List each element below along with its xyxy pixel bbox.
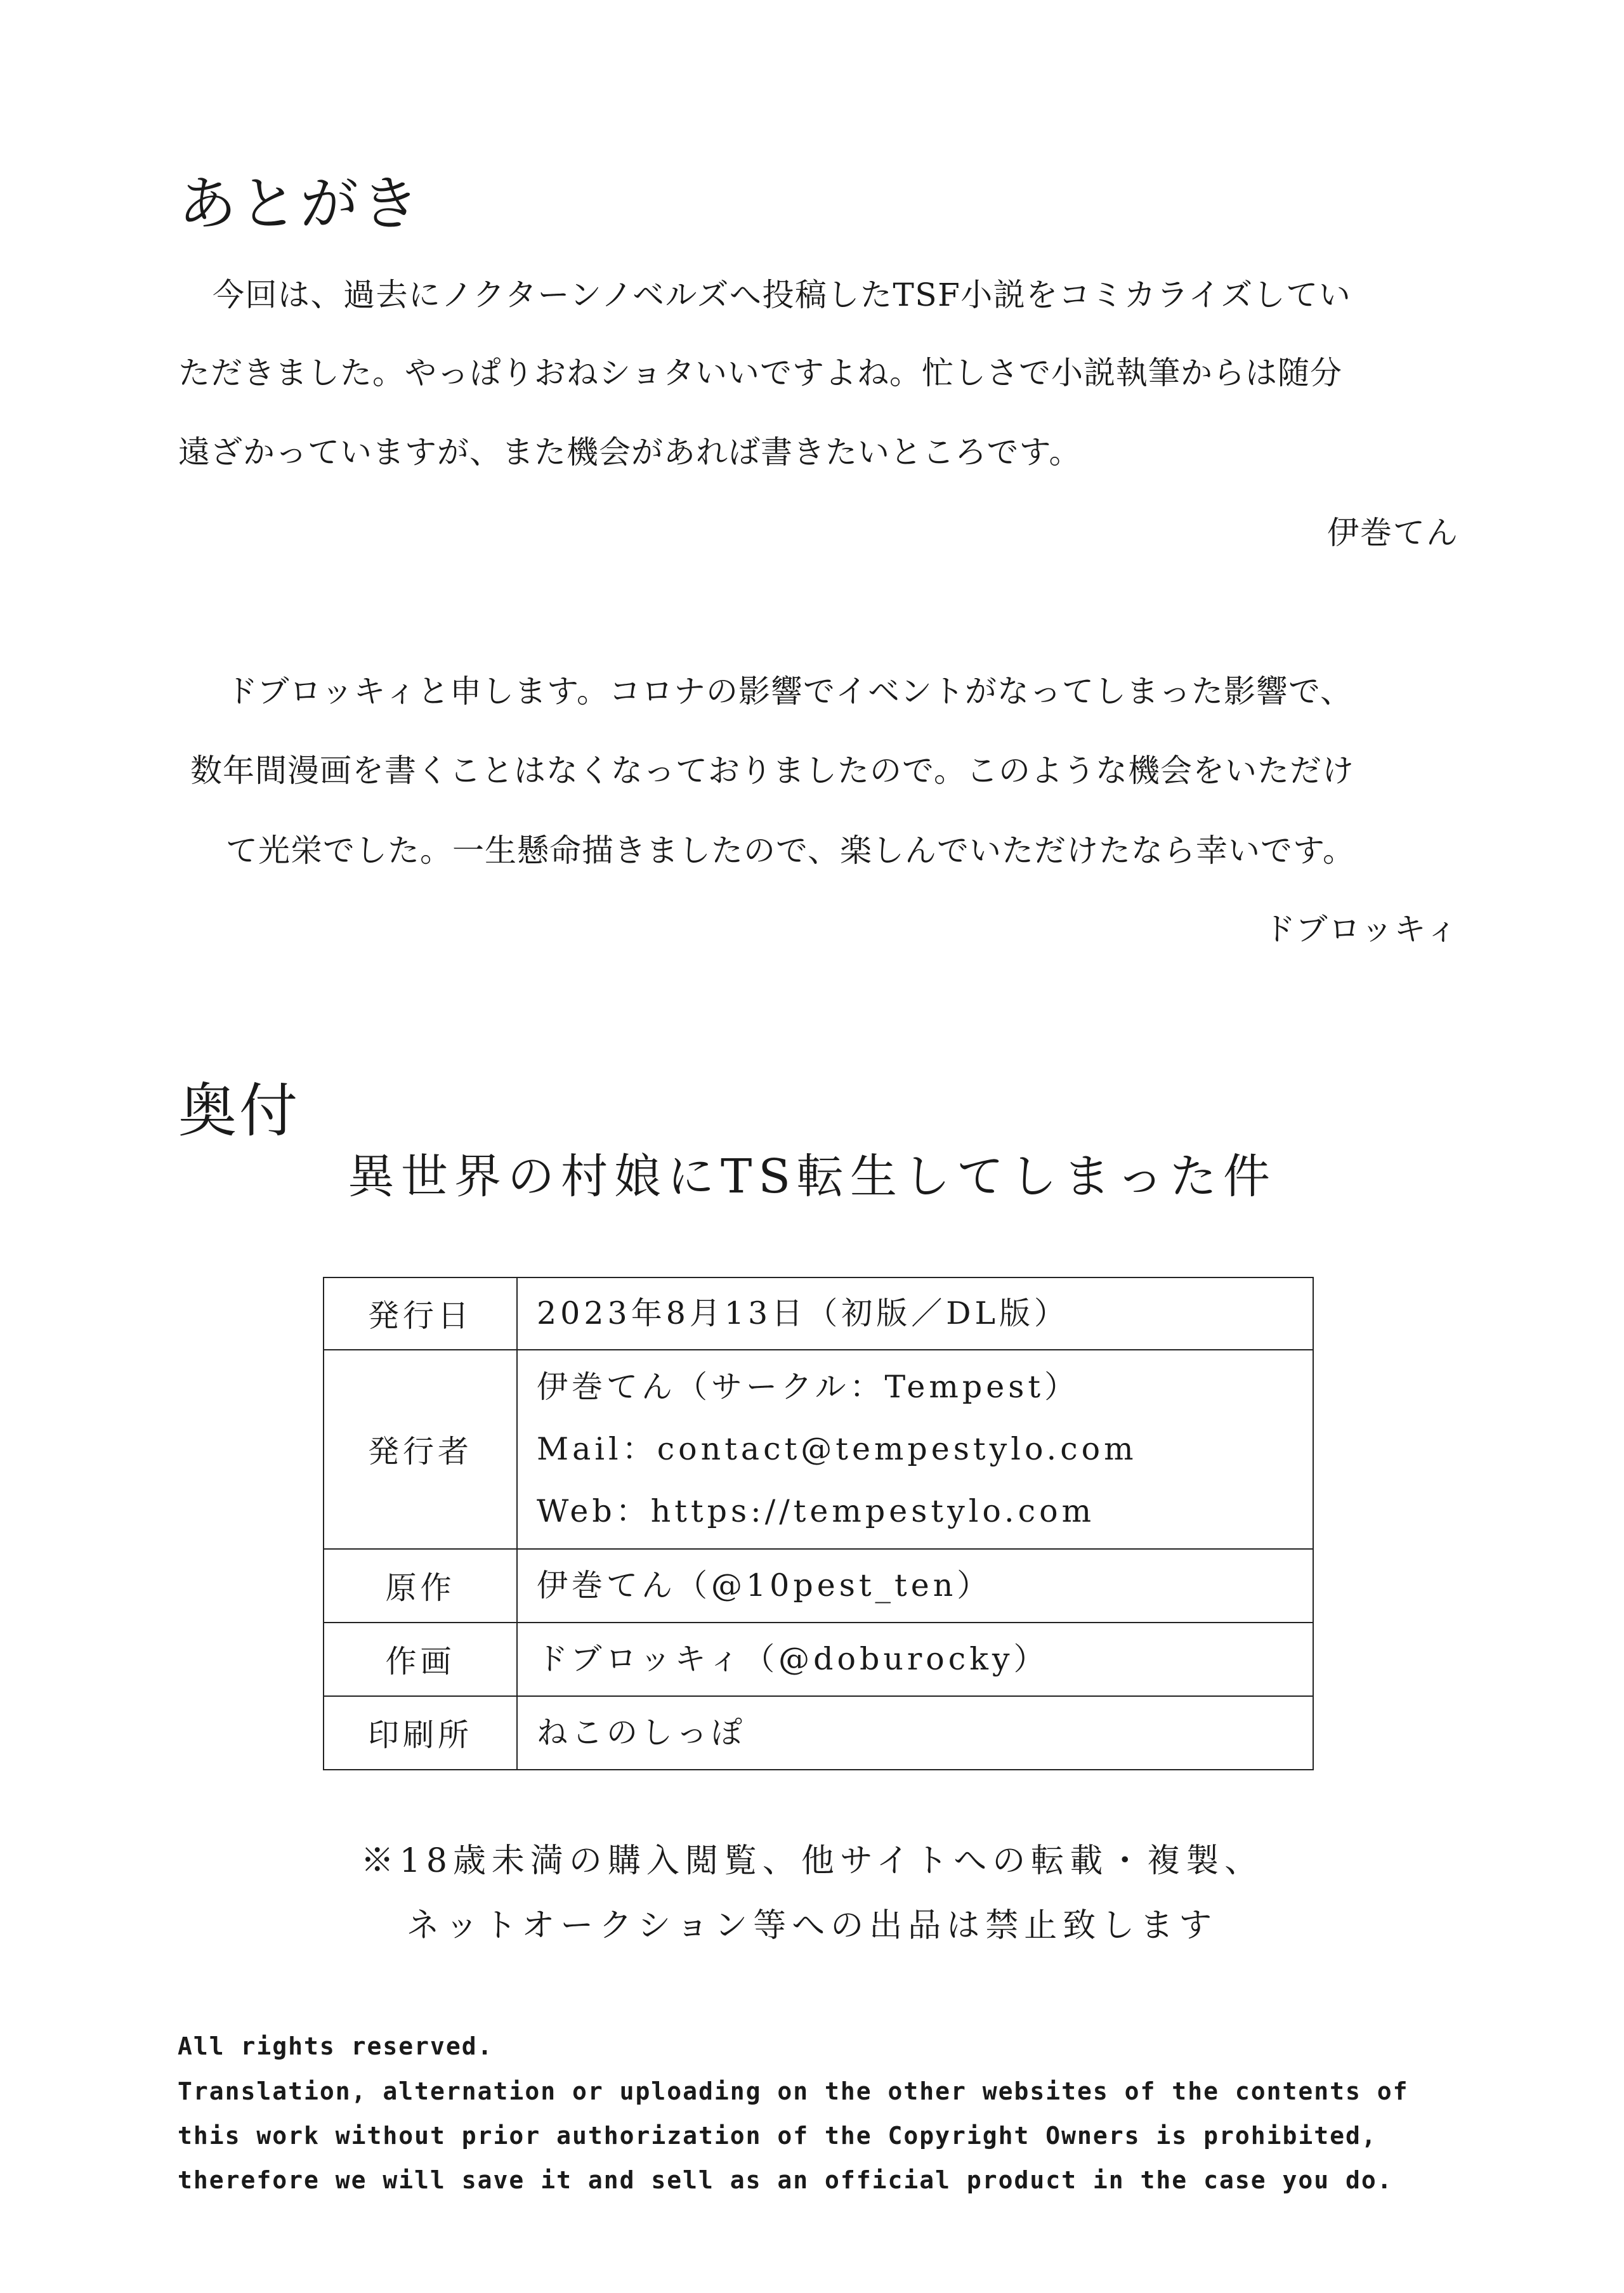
rights-line-3: this work without prior authorization of the Copyright Owners is prohibited, bbox=[178, 2122, 1377, 2150]
issue-date-value: 2023年8月13日（初版／DL版） bbox=[537, 1295, 1070, 1331]
row-label: 作画 bbox=[324, 1623, 517, 1696]
colophon-heading: 奥付 bbox=[178, 1077, 301, 1145]
afterword-heading: あとがき bbox=[178, 170, 422, 238]
colophon-row-original-work bbox=[324, 1549, 1313, 1623]
afterword-author1-line-2: ただきました。やっぱりおねショタいいですよね。忙しさで小説執筆からは随分 bbox=[178, 355, 1342, 391]
age-notice-line-1: ※18歳未満の購入閲覧、他サイトへの転載・複製、 bbox=[360, 1842, 1264, 1880]
row-label: 発行者 bbox=[324, 1350, 517, 1549]
afterword-author1-line-1: 今回は、過去にノクターンノベルズへ投稿したTSF小説をコミカライズしてい bbox=[213, 277, 1352, 313]
row-label: 原作 bbox=[324, 1549, 517, 1623]
row-label: 発行日 bbox=[324, 1277, 517, 1350]
publisher-web: Web：https://tempestylo.com bbox=[537, 1493, 1096, 1529]
rights-line-1: All rights reserved. bbox=[178, 2032, 494, 2060]
colophon-row-publisher bbox=[324, 1350, 1313, 1549]
row-value bbox=[517, 1350, 1313, 1549]
publisher-mail: Mail：contact@tempestylo.com bbox=[537, 1431, 1137, 1467]
row-value bbox=[517, 1696, 1313, 1770]
row-value bbox=[517, 1623, 1313, 1696]
row-value bbox=[517, 1549, 1313, 1623]
colophon-table bbox=[323, 1277, 1314, 1770]
afterword-author2-line-3: て光栄でした。一生懸命描きましたので、楽しんでいただけたなら幸いです。 bbox=[226, 832, 1355, 869]
afterword-author2-line-1: ドブロッキィと申します。コロナの影響でイベントがなってしまった影響で、 bbox=[226, 673, 1352, 710]
row-value bbox=[517, 1277, 1313, 1350]
row-label: 印刷所 bbox=[324, 1696, 517, 1770]
afterword-author2-line-2: 数年間漫画を書くことはなくなっておりましたので。このような機会をいただけ bbox=[190, 752, 1354, 789]
age-notice-line-2: ネットオークション等への出品は禁止致します bbox=[406, 1907, 1218, 1945]
colophon-row-artwork bbox=[324, 1623, 1313, 1696]
artwork-value: ドブロッキィ（@doburocky） bbox=[537, 1641, 1049, 1677]
afterword-author1-signature: 伊巻てん bbox=[1327, 514, 1459, 551]
rights-line-4: therefore we will save it and sell as an official product in the case you do. bbox=[178, 2166, 1393, 2194]
publisher-name: 伊巻てん（サークル：Tempest） bbox=[537, 1369, 1080, 1405]
afterword-author2-signature: ドブロッキィ bbox=[1264, 911, 1459, 948]
colophon-row-printer bbox=[324, 1696, 1313, 1770]
rights-line-2: Translation, alternation or uploading on the other websites of the contents of bbox=[178, 2077, 1409, 2105]
afterword-author1-line-3: 遠ざかっていますが、また機会があれば書きたいところです。 bbox=[178, 434, 1082, 471]
book-title: 異世界の村娘にTS転生してしまった件 bbox=[347, 1149, 1277, 1204]
printer-value: ねこのしっぽ bbox=[537, 1715, 747, 1751]
original-work-value: 伊巻てん（@10pest_ten） bbox=[537, 1567, 992, 1604]
colophon-row-issue-date bbox=[324, 1277, 1313, 1350]
